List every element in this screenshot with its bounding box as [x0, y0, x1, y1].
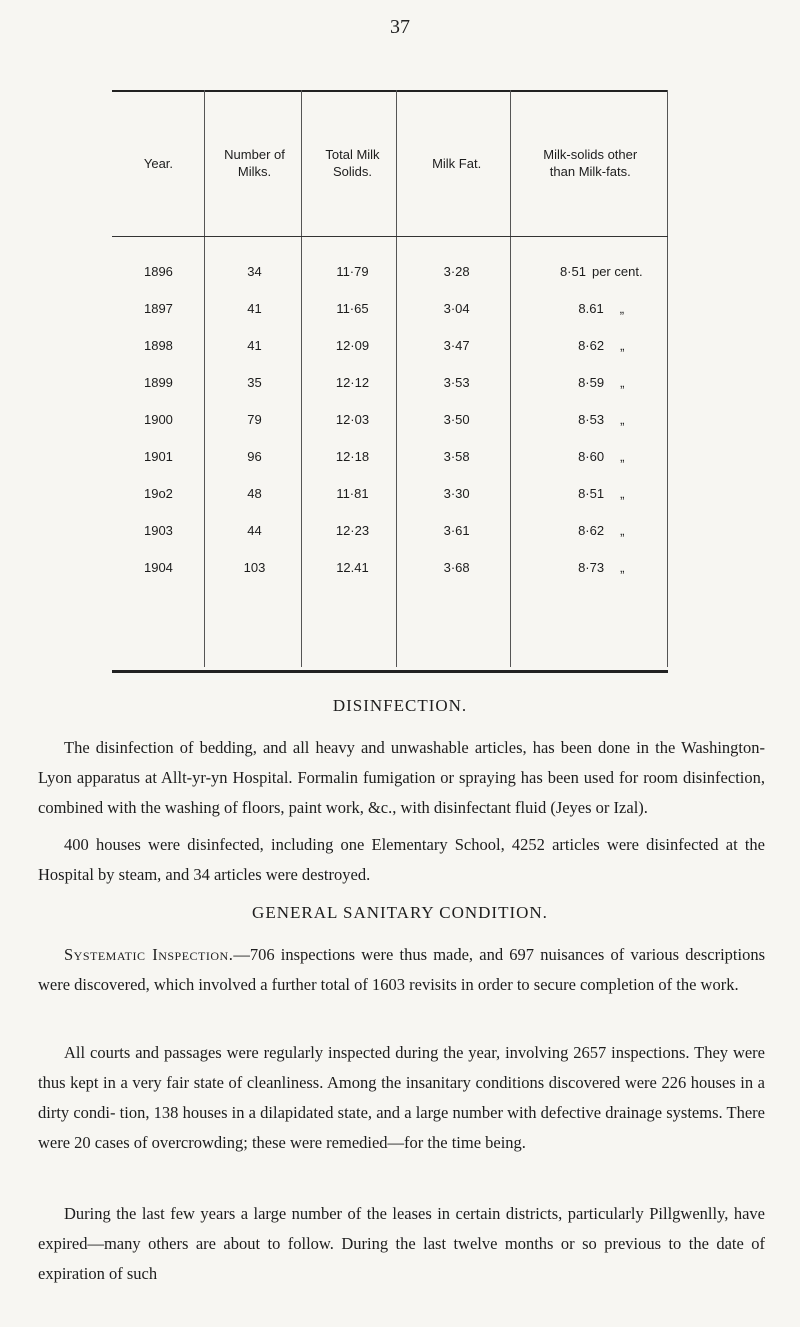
header-total-milk-solids	[304, 90, 401, 237]
cell-solids: 11·79	[336, 264, 369, 279]
cell-year: 1903	[143, 523, 173, 538]
cell-fat: 3·58	[443, 449, 470, 464]
sanitary-paragraph-3: During the last few years a large number of the leases in certain districts, particularly Pillgwenlly, have expired—many others are about to follow. During the last twelve months or so previous to the date of expiration of such	[38, 1204, 765, 1283]
cell-unit: „	[620, 449, 625, 464]
sanitary-paragraph-1	[38, 940, 765, 1000]
table-row	[112, 401, 668, 438]
table-row	[112, 290, 668, 327]
cell-year: 1899	[143, 375, 173, 390]
cell-unit: „	[620, 560, 625, 575]
cell-fat: 3·68	[443, 560, 470, 575]
cell-other	[513, 364, 669, 401]
cell-solids: 12·09	[335, 338, 370, 353]
header-line: Solids.	[332, 164, 372, 179]
cell-other-value: 8·73	[578, 560, 605, 575]
cell-other	[513, 237, 669, 291]
cell-solids: 12·18	[335, 449, 370, 464]
header-line: Number of	[224, 147, 285, 162]
disinfection-paragraph-2: 400 houses were disinfected, including one Elementary School, 4252 articles were disinfected at the Hospital by steam, and 34 articles were destroyed.	[38, 835, 765, 884]
header-number-of-milks	[205, 90, 304, 237]
cell-year: 1898	[143, 338, 173, 353]
cell-unit: per cent.	[591, 264, 643, 279]
cell-unit: „	[620, 338, 625, 353]
cell-other	[513, 475, 669, 512]
cell-solids: 12·03	[335, 412, 370, 427]
cell-fat: 3·61	[443, 523, 470, 538]
cell-number: 41	[247, 338, 262, 353]
cell-other	[513, 512, 669, 549]
disinfection-paragraph-1: The disinfection of bedding, and all heavy and unwashable articles, has been done in the Washington-Lyon apparatus at Allt-yr-yn Hospital. Formalin fumigation or spraying has been used for room disinfection, combined with the washing of floors, paint work, &c., with disinfectant fluid (Jeyes or Izal).	[38, 738, 765, 817]
header-milk-solids-other	[513, 90, 669, 237]
cell-unit: „	[620, 523, 625, 538]
cell-solids: 12·23	[335, 523, 370, 538]
page-number: 37	[390, 16, 410, 38]
cell-year: 1897	[143, 301, 173, 316]
cell-fat: 3·50	[443, 412, 470, 427]
header-line: than Milk-fats.	[549, 164, 631, 179]
cell-other	[513, 327, 669, 364]
cell-other-value: 8·59	[578, 375, 605, 390]
cell-fat: 3·04	[443, 301, 470, 316]
cell-number: 96	[247, 449, 262, 464]
cell-solids: 11·81	[336, 486, 369, 501]
header-line: Total Milk	[325, 147, 380, 162]
cell-fat: 3·53	[443, 375, 470, 390]
table-row	[112, 438, 668, 475]
cell-other-value: 8·62	[578, 523, 605, 538]
cell-other-value: 8·53	[578, 412, 605, 427]
cell-unit: „	[620, 375, 625, 390]
cell-other	[513, 290, 669, 327]
table-row	[112, 475, 668, 512]
cell-number: 48	[247, 486, 262, 501]
cell-number: 41	[247, 301, 262, 316]
header-line: Milks.	[237, 164, 272, 179]
cell-fat: 3·47	[443, 338, 470, 353]
cell-number: 103	[243, 560, 266, 575]
cell-year: 1901	[143, 449, 173, 464]
table-row	[112, 237, 668, 291]
cell-fat: 3·30	[443, 486, 470, 501]
cell-unit: „	[620, 486, 625, 501]
systematic-inspection-lead: Systematic Inspection.	[64, 945, 234, 964]
cell-other-value: 8·62	[578, 338, 605, 353]
cell-number: 79	[247, 412, 262, 427]
sanitary-paragraph-1-body: —706 inspections were thus made, and 697 nuisances of various descriptions were discovered, which involved a further total of 1603 revisits in order to secure completion of the work.	[38, 945, 766, 994]
sanitary-heading: GENERAL SANITARY CONDITION.	[252, 903, 548, 922]
cell-fat: 3·28	[443, 264, 470, 279]
cell-year: 19o2	[143, 486, 173, 501]
cell-solids: 11·65	[336, 301, 369, 316]
cell-unit: „	[619, 301, 625, 316]
table-header-row	[112, 90, 668, 237]
cell-year: 1900	[143, 412, 173, 427]
cell-year: 1904	[143, 560, 173, 575]
cell-solids: 12·12	[335, 375, 370, 390]
cell-other-value: 8.61	[578, 301, 604, 316]
cell-other	[513, 549, 669, 586]
cell-number: 44	[247, 523, 262, 538]
cell-other	[513, 401, 669, 438]
disinfection-heading: DISINFECTION.	[332, 696, 468, 715]
header-milk-fat: Milk Fat.	[401, 90, 513, 237]
cell-number: 35	[247, 375, 262, 390]
sanitary-paragraph-2: All courts and passages were regularly inspected during the year, involving 2657 inspections. They were thus kept in a very fair state of cleanliness. Among the insanitary conditions discovered were 226 houses in a dirty condi- tion, 138 houses in a dilapidated state, and a large number with defective drainage systems. There were 20 cases of overcrowding; these were remedied—for the time being.	[38, 1043, 765, 1152]
cell-other-value: 8·51	[559, 264, 586, 279]
milk-analysis-table	[112, 90, 668, 673]
header-line: Milk-solids other	[543, 147, 638, 162]
header-year: Year.	[112, 90, 205, 237]
table-row	[112, 512, 668, 549]
cell-unit: „	[620, 412, 625, 427]
cell-other	[513, 438, 669, 475]
table-row	[112, 364, 668, 401]
cell-other-value: 8·51	[578, 486, 605, 501]
table-row	[112, 327, 668, 364]
cell-year: 1896	[143, 264, 173, 279]
cell-other-value: 8·60	[578, 449, 605, 464]
table-row	[112, 549, 668, 586]
cell-number: 34	[247, 264, 262, 279]
cell-solids: 12.41	[336, 560, 369, 575]
